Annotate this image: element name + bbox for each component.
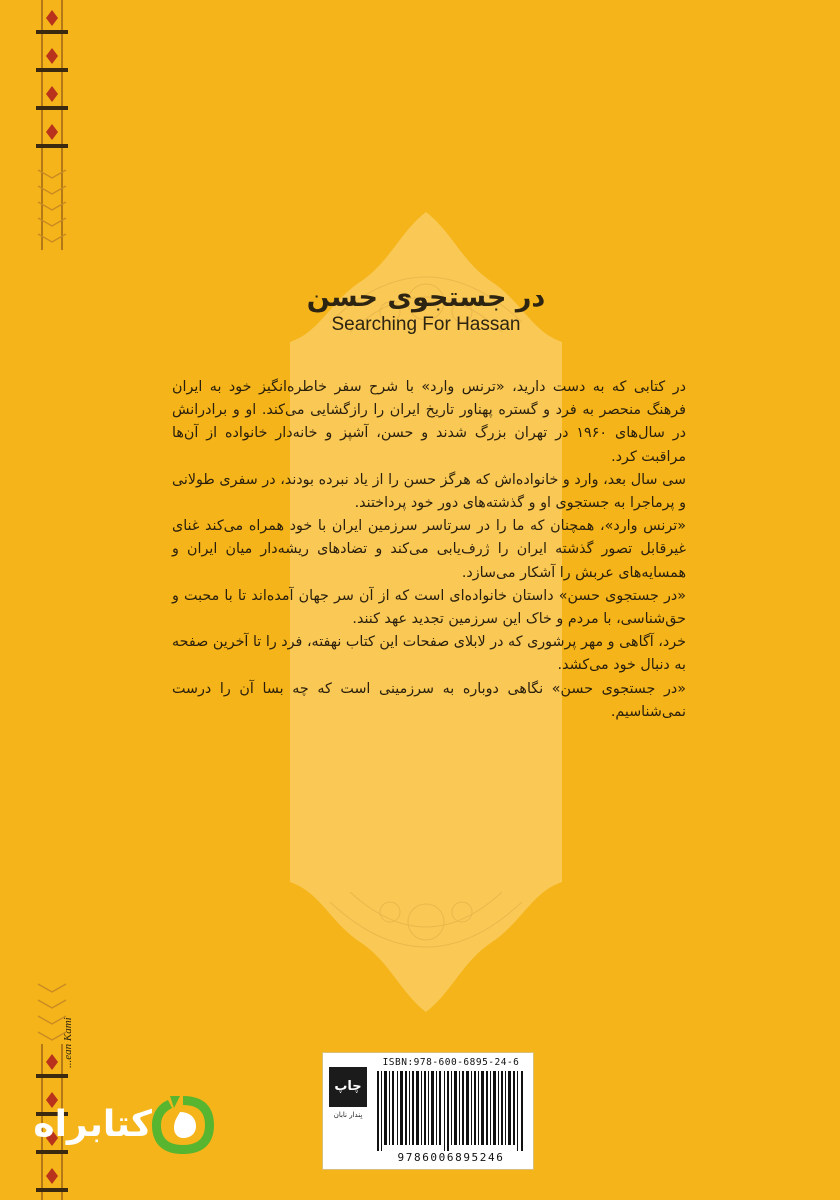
blurb-paragraph: «در جستجوی حسن» نگاهی دوباره به سرزمینی است که چه بسا آن را درست نمی‌شناسیم.	[172, 680, 686, 720]
ketabrah-leaf-icon	[150, 1094, 216, 1156]
barcode-bars	[373, 1071, 529, 1151]
blurb-paragraph: «ترنس وارد»، همچنان که ما را در سرتاسر سرزمین ایران با خود همراه می‌کند غنای غیرقابل تصور گذشته ایران را ژرف‌یابی می‌کند و تضادهای ریشه‌دار میان ایران و همسایه‌های عربش را آشکار می‌سازد.	[172, 518, 686, 581]
title-english: Searching For Hassan	[331, 314, 521, 335]
decorative-border-top	[28, 0, 76, 250]
publisher-name: بِندار نابان	[333, 1111, 363, 1119]
barcode-number: 9786006895246	[397, 1151, 505, 1164]
blurb-paragraph: سی سال بعد، وارد و خانواده‌اش که هرگز حسن را از یاد نبرده بودند، در سفری طولانی و پرماجرا به جستجوی او و گذشته‌های دور خود پرداختند.	[172, 471, 686, 512]
blurb-paragraph: در کتابی که به دست دارید، «ترنس وارد» با شرح سفر خاطره‌انگیز خود به ایران فرهنگ منحصر به فرد و گستره پهناور تاریخ ایران را رازگشایی می‌کند. او و برادرانش در سال‌های ۱۹۶۰ در تهران بزرگ شدند و حسن، آشپز و خانه‌دار خانواده از آن‌ها مراقبت کرد.	[172, 379, 686, 465]
blurb-paragraph: «در جستجوی حسن» داستان خانواده‌ای است که از آن سر جهان آمده‌اند تا با محبت و حق‌شناسی، با مردم و خاک این سرزمین تجدید عهد کنند.	[172, 587, 686, 628]
blurb-text	[172, 376, 686, 724]
title-persian: در جستجوی حسن	[306, 282, 546, 313]
publisher-logo: چاپ	[329, 1067, 367, 1107]
designer-signature: ...ean Kami	[62, 1017, 74, 1068]
ketabrah-watermark: کتابراه	[33, 1104, 152, 1145]
barcode-sticker	[322, 1052, 534, 1170]
isbn-label: ISBN:978-600-6895-24-6	[382, 1057, 520, 1068]
blurb-paragraph: خرد، آگاهی و مهر پرشوری که در لابلای صفحات این کتاب نهفته، فرد را تا آخرین صفحه به دنبال خود می‌کشد.	[172, 634, 686, 674]
